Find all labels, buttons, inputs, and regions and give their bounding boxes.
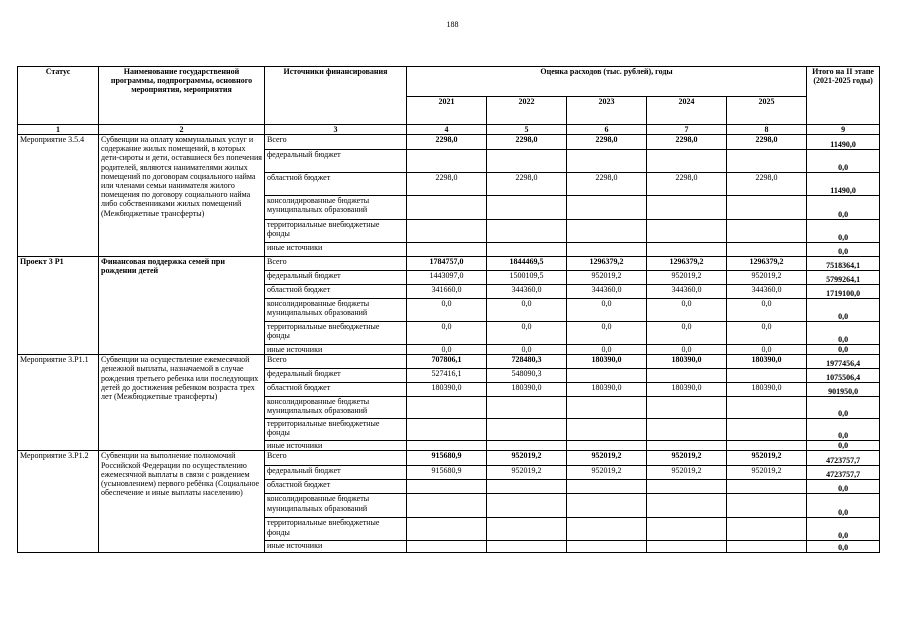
year-value-cell (487, 419, 567, 441)
total-cell: 0,0 (807, 480, 880, 494)
year-value-cell: 952019,2 (567, 451, 647, 466)
source-cell: Всего (265, 257, 407, 271)
column-number: 5 (487, 125, 567, 135)
year-value-cell: 0,0 (487, 322, 567, 345)
header-total: Итого на II этапе (2021-2025 годы) (807, 67, 880, 125)
year-value-cell (487, 494, 567, 518)
year-value-cell: 2298,0 (727, 173, 807, 196)
source-cell: федеральный бюджет (265, 369, 407, 383)
total-cell: 0,0 (807, 345, 880, 355)
year-value-cell: 344360,0 (567, 285, 647, 299)
header-year: 2022 (487, 97, 567, 125)
year-value-cell (567, 150, 647, 173)
year-value-cell (567, 419, 647, 441)
year-value-cell (647, 541, 727, 553)
source-cell: федеральный бюджет (265, 271, 407, 285)
year-value-cell (727, 518, 807, 541)
column-number: 2 (99, 125, 265, 135)
year-value-cell: 952019,2 (647, 466, 727, 480)
year-value-cell: 952019,2 (727, 271, 807, 285)
year-value-cell: 1844469,5 (487, 257, 567, 271)
budget-table (17, 66, 880, 553)
year-value-cell: 915680,9 (407, 451, 487, 466)
source-cell: консолидированные бюджеты муниципальных образований (265, 196, 407, 220)
source-cell: территориальные внебюджетные фонды (265, 518, 407, 541)
source-cell: консолидированные бюджеты муниципальных образований (265, 494, 407, 518)
year-value-cell: 180390,0 (727, 355, 807, 369)
year-value-cell: 707806,1 (407, 355, 487, 369)
year-value-cell (567, 369, 647, 383)
total-cell: 1977456,4 (807, 355, 880, 369)
year-value-cell: 1296379,2 (567, 257, 647, 271)
year-value-cell (647, 419, 727, 441)
status-cell: Мероприятие 3.Р1.2 (18, 451, 99, 553)
year-value-cell: 0,0 (567, 299, 647, 322)
source-cell: консолидированные бюджеты муниципальных образований (265, 397, 407, 419)
year-value-cell (407, 196, 487, 220)
column-number: 7 (647, 125, 727, 135)
year-value-cell: 0,0 (727, 299, 807, 322)
year-value-cell: 180390,0 (567, 355, 647, 369)
year-value-cell (487, 243, 567, 257)
year-value-cell (727, 369, 807, 383)
name-cell: Финансовая поддержка семей при рождении детей (99, 257, 265, 355)
year-value-cell (727, 243, 807, 257)
source-cell: консолидированные бюджеты муниципальных образований (265, 299, 407, 322)
total-cell: 0,0 (807, 541, 880, 553)
year-value-cell (487, 441, 567, 451)
column-number: 1 (18, 125, 99, 135)
year-value-cell (407, 541, 487, 553)
total-cell: 0,0 (807, 419, 880, 441)
source-cell: федеральный бюджет (265, 150, 407, 173)
year-value-cell (567, 243, 647, 257)
year-value-cell (407, 494, 487, 518)
year-value-cell (407, 243, 487, 257)
year-value-cell: 180390,0 (487, 383, 567, 397)
year-value-cell: 344360,0 (647, 285, 727, 299)
total-cell: 0,0 (807, 441, 880, 451)
year-value-cell (647, 150, 727, 173)
table-row (18, 135, 880, 150)
year-value-cell (727, 419, 807, 441)
year-value-cell: 0,0 (487, 299, 567, 322)
column-number: 4 (407, 125, 487, 135)
year-value-cell: 952019,2 (487, 466, 567, 480)
year-value-cell: 2298,0 (727, 135, 807, 150)
total-cell: 0,0 (807, 220, 880, 243)
year-value-cell (727, 150, 807, 173)
total-cell: 11490,0 (807, 135, 880, 150)
year-value-cell: 952019,2 (487, 451, 567, 466)
source-cell: Всего (265, 135, 407, 150)
source-cell: федеральный бюджет (265, 466, 407, 480)
year-value-cell (647, 220, 727, 243)
header-name: Наименование государственной программы, подпрограммы, основного мероприятия, мероприятия (99, 67, 265, 125)
year-value-cell: 1784757,0 (407, 257, 487, 271)
year-value-cell (567, 480, 647, 494)
year-value-cell (487, 397, 567, 419)
table-row (18, 451, 880, 466)
year-value-cell: 952019,2 (567, 466, 647, 480)
year-value-cell: 180390,0 (407, 383, 487, 397)
total-cell: 4723757,7 (807, 451, 880, 466)
year-value-cell: 0,0 (727, 322, 807, 345)
source-cell: территориальные внебюджетные фонды (265, 220, 407, 243)
year-value-cell: 0,0 (407, 322, 487, 345)
header-status: Статус (18, 67, 99, 125)
year-value-cell (487, 518, 567, 541)
total-cell: 5799264,1 (807, 271, 880, 285)
year-value-cell (567, 220, 647, 243)
year-value-cell (407, 441, 487, 451)
year-value-cell (567, 494, 647, 518)
year-value-cell (407, 150, 487, 173)
header-year: 2023 (567, 97, 647, 125)
year-value-cell: 180390,0 (727, 383, 807, 397)
total-cell: 901950,0 (807, 383, 880, 397)
total-cell: 1075506,4 (807, 369, 880, 383)
page-number: 188 (446, 20, 459, 29)
year-value-cell (407, 419, 487, 441)
total-cell: 0,0 (807, 494, 880, 518)
year-value-cell (567, 541, 647, 553)
year-value-cell (407, 220, 487, 243)
column-number: 6 (567, 125, 647, 135)
year-value-cell: 344360,0 (487, 285, 567, 299)
year-value-cell: 0,0 (567, 345, 647, 355)
year-value-cell: 0,0 (407, 345, 487, 355)
year-value-cell (567, 518, 647, 541)
source-cell: областной бюджет (265, 383, 407, 397)
year-value-cell (727, 480, 807, 494)
year-value-cell (407, 480, 487, 494)
column-number: 3 (265, 125, 407, 135)
column-number-row (18, 125, 880, 135)
header-source: Источники финансирования (265, 67, 407, 125)
year-value-cell: 0,0 (567, 322, 647, 345)
year-value-cell (647, 196, 727, 220)
year-value-cell: 952019,2 (647, 271, 727, 285)
year-value-cell (647, 480, 727, 494)
year-value-cell: 180390,0 (647, 355, 727, 369)
year-value-cell (647, 243, 727, 257)
header-year: 2021 (407, 97, 487, 125)
year-value-cell (727, 196, 807, 220)
year-value-cell: 2298,0 (647, 173, 727, 196)
name-cell: Субвенции на осуществление ежемесячной денежной выплаты, назначаемой в случае рождения третьего ребенка или последующих детей до достижения ребенком возраста трех лет (Межбюджетные трансферты) (99, 355, 265, 451)
year-value-cell: 180390,0 (567, 383, 647, 397)
year-value-cell (647, 397, 727, 419)
name-cell: Субвенции на оплату коммунальных услуг и содержание жилых помещений, в которых дети-сироты и дети, оставшиеся без попечения родителей, являются нанимателями жилых помещений по договорам социального найма или членами семьи нанимателя жилого помещения по договору социального найма либо собственниками жилых помещений (Межбюджетные трансферты) (99, 135, 265, 257)
year-value-cell (407, 518, 487, 541)
year-value-cell: 0,0 (407, 299, 487, 322)
source-cell: Всего (265, 355, 407, 369)
year-value-cell: 2298,0 (567, 135, 647, 150)
year-value-cell: 1296379,2 (647, 257, 727, 271)
total-cell: 1719100,0 (807, 285, 880, 299)
year-value-cell (727, 494, 807, 518)
year-value-cell: 2298,0 (487, 173, 567, 196)
year-value-cell: 0,0 (487, 345, 567, 355)
header-year: 2024 (647, 97, 727, 125)
year-value-cell (647, 494, 727, 518)
year-value-cell (567, 397, 647, 419)
year-value-cell: 0,0 (647, 345, 727, 355)
year-value-cell (567, 196, 647, 220)
source-cell: территориальные внебюджетные фонды (265, 322, 407, 345)
year-value-cell: 2298,0 (647, 135, 727, 150)
source-cell: иные источники (265, 345, 407, 355)
total-cell: 4723757,7 (807, 466, 880, 480)
year-value-cell: 1296379,2 (727, 257, 807, 271)
year-value-cell: 0,0 (647, 322, 727, 345)
year-value-cell: 2298,0 (487, 135, 567, 150)
status-cell: Проект 3 Р1 (18, 257, 99, 355)
total-cell: 0,0 (807, 299, 880, 322)
source-cell: областной бюджет (265, 480, 407, 494)
year-value-cell (487, 220, 567, 243)
year-value-cell (487, 150, 567, 173)
year-value-cell (487, 480, 567, 494)
year-value-cell: 2298,0 (567, 173, 647, 196)
source-cell: иные источники (265, 441, 407, 451)
source-cell: областной бюджет (265, 173, 407, 196)
source-cell: иные источники (265, 541, 407, 553)
source-cell: областной бюджет (265, 285, 407, 299)
source-cell: иные источники (265, 243, 407, 257)
year-value-cell: 341660,0 (407, 285, 487, 299)
column-number: 8 (727, 125, 807, 135)
year-value-cell (727, 220, 807, 243)
year-value-cell: 0,0 (647, 299, 727, 322)
year-value-cell (407, 397, 487, 419)
year-value-cell: 548090,3 (487, 369, 567, 383)
total-cell: 0,0 (807, 196, 880, 220)
column-number: 9 (807, 125, 880, 135)
year-value-cell: 952019,2 (567, 271, 647, 285)
year-value-cell: 2298,0 (407, 135, 487, 150)
header-estimate: Оценка расходов (тыс. рублей), годы (407, 67, 807, 97)
year-value-cell: 1500109,5 (487, 271, 567, 285)
year-value-cell (487, 541, 567, 553)
year-value-cell: 952019,2 (647, 451, 727, 466)
total-cell: 0,0 (807, 150, 880, 173)
year-value-cell: 1443097,0 (407, 271, 487, 285)
year-value-cell: 952019,2 (727, 451, 807, 466)
table-body (18, 135, 880, 553)
year-value-cell: 2298,0 (407, 173, 487, 196)
total-cell: 0,0 (807, 322, 880, 345)
total-cell: 0,0 (807, 518, 880, 541)
year-value-cell (727, 441, 807, 451)
year-value-cell: 0,0 (727, 345, 807, 355)
year-value-cell (567, 441, 647, 451)
total-cell: 7518364,1 (807, 257, 880, 271)
year-value-cell: 952019,2 (727, 466, 807, 480)
year-value-cell: 180390,0 (647, 383, 727, 397)
total-cell: 0,0 (807, 397, 880, 419)
year-value-cell (647, 441, 727, 451)
source-cell: территориальные внебюджетные фонды (265, 419, 407, 441)
year-value-cell (727, 397, 807, 419)
year-value-cell: 344360,0 (727, 285, 807, 299)
source-cell: Всего (265, 451, 407, 466)
table-row (18, 355, 880, 369)
total-cell: 11490,0 (807, 173, 880, 196)
year-value-cell (647, 518, 727, 541)
year-value-cell (487, 196, 567, 220)
status-cell: Мероприятие 3.Р1.1 (18, 355, 99, 451)
name-cell: Субвенции на выполнение полномочий Российской Федерации по осуществлению ежемесячной выплаты в связи с рождением (усыновлением) первого ребёнка (Социальное обеспечение и иные выплаты населению) (99, 451, 265, 553)
year-value-cell (647, 369, 727, 383)
status-cell: Мероприятие 3.5.4 (18, 135, 99, 257)
year-value-cell: 915680,9 (407, 466, 487, 480)
table-row (18, 257, 880, 271)
year-value-cell (727, 541, 807, 553)
total-cell: 0,0 (807, 243, 880, 257)
year-value-cell: 527416,1 (407, 369, 487, 383)
header-year: 2025 (727, 97, 807, 125)
year-value-cell: 728480,3 (487, 355, 567, 369)
